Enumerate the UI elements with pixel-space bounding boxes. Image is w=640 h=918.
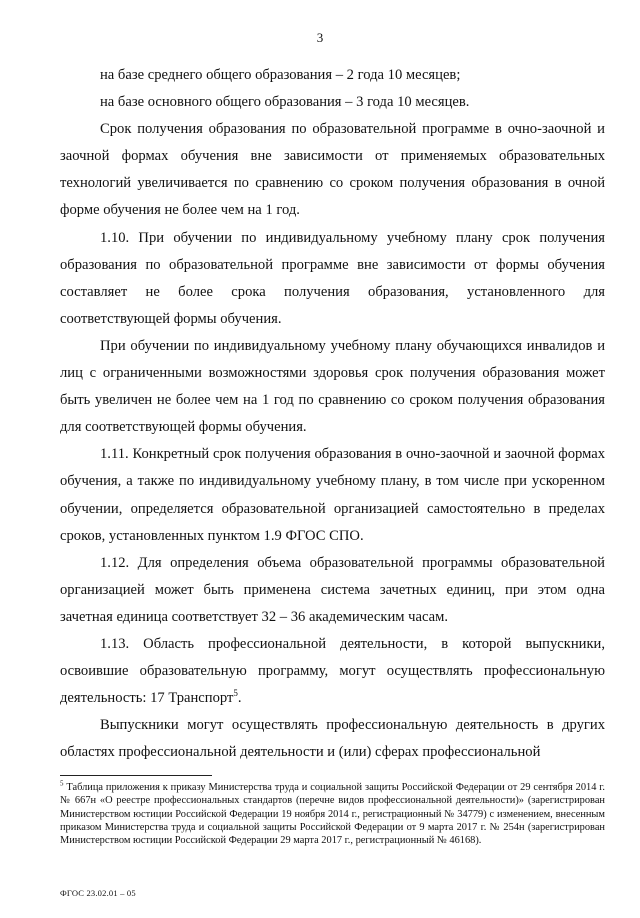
paragraph-secondary-education: на базе среднего общего образования – 2 года 10 месяцев; xyxy=(100,67,461,83)
footnote-text: Таблица приложения к приказу Министерства труда и социальной защиты Российской Федерации от 29 сентября 2014 г. № 667н «О реестре профессиональных стандартов (перечне видов профессиональной деятельности)» (зарегистрирован Министерством юстиции Российской Федерации 19 ноября 2014 г., регистрационный № 34779) с изменением, внесенным приказом Министерства труда и социальной защиты Российской Федерации от 9 марта 2017 г. № 254н (зарегистрирован Министерством юстиции Российской Федерации 29 марта 2017 г., регистрационный № 46168). xyxy=(60,782,605,847)
footnote xyxy=(60,781,605,847)
paragraph-1-13-text: 1.13. Область профессиональной деятельности, в которой выпускники, освоившие образовательную программу, могут осуществлять профессиональную деятельность: 17 Транспорт xyxy=(60,635,605,707)
paragraph-1-12: 1.12. Для определения объема образовательной программы образовательной организацией может быть применена система зачетных единиц, при этом одна зачетная единица соответствует 32 – 36 академическим часам. xyxy=(60,554,605,625)
paragraph-basic-education: на базе основного общего образования – 3 года 10 месяцев. xyxy=(100,94,470,111)
footnote-reference: 5 xyxy=(233,688,238,699)
paragraph-graduates: Выпускники могут осуществлять профессиональную деятельность в других областях профессиональной деятельности и (или) сферах профессиональной xyxy=(60,717,605,761)
paragraph-disabled-students: При обучении по индивидуальному учебному плану обучающихся инвалидов и лиц с ограниченными возможностями здоровья срок получения образования может быть увеличен не более чем на 1 год по сравнению со сроком получения образования для соответствующей формы обучения. xyxy=(60,337,605,436)
paragraph-1-13: 1.13. Область профессиональной деятельности, в которой выпускники, освоившие образовательную программу, могут осуществлять профессиональную деятельность: 17 Транспорт$^5$. xyxy=(60,635,605,707)
body-text xyxy=(60,62,605,766)
footnote-divider xyxy=(60,775,212,776)
document-code: ФГОС 23.02.01 – 05 xyxy=(60,888,136,898)
page-number: 3 xyxy=(316,30,324,45)
paragraph-1-11: 1.11. Конкретный срок получения образования в очно-заочной и заочной формах обучения, а также по индивидуальному учебному плану, в том числе при ускоренном обучении, определяется образовательной организацией самостоятельно в пределах сроков, установленных пунктом 1.9 ФГОС СПО. xyxy=(60,446,605,544)
footnote-marker: 5 xyxy=(60,779,64,788)
paragraph-1-10: 1.10. При обучении по индивидуальному учебному плану срок получения образования по образовательной программе вне зависимости от формы обучения составляет не более срока получения образования, установленного для соответствующей формы обучения. xyxy=(60,229,605,327)
paragraph-part-time-term: Срок получения образования по образовательной программе в очно-заочной и заочной формах обучения вне зависимости от применяемых образовательных технологий увеличивается по сравнению со сроком получения образования в очной форме обучения не более чем на 1 год. xyxy=(60,121,605,219)
